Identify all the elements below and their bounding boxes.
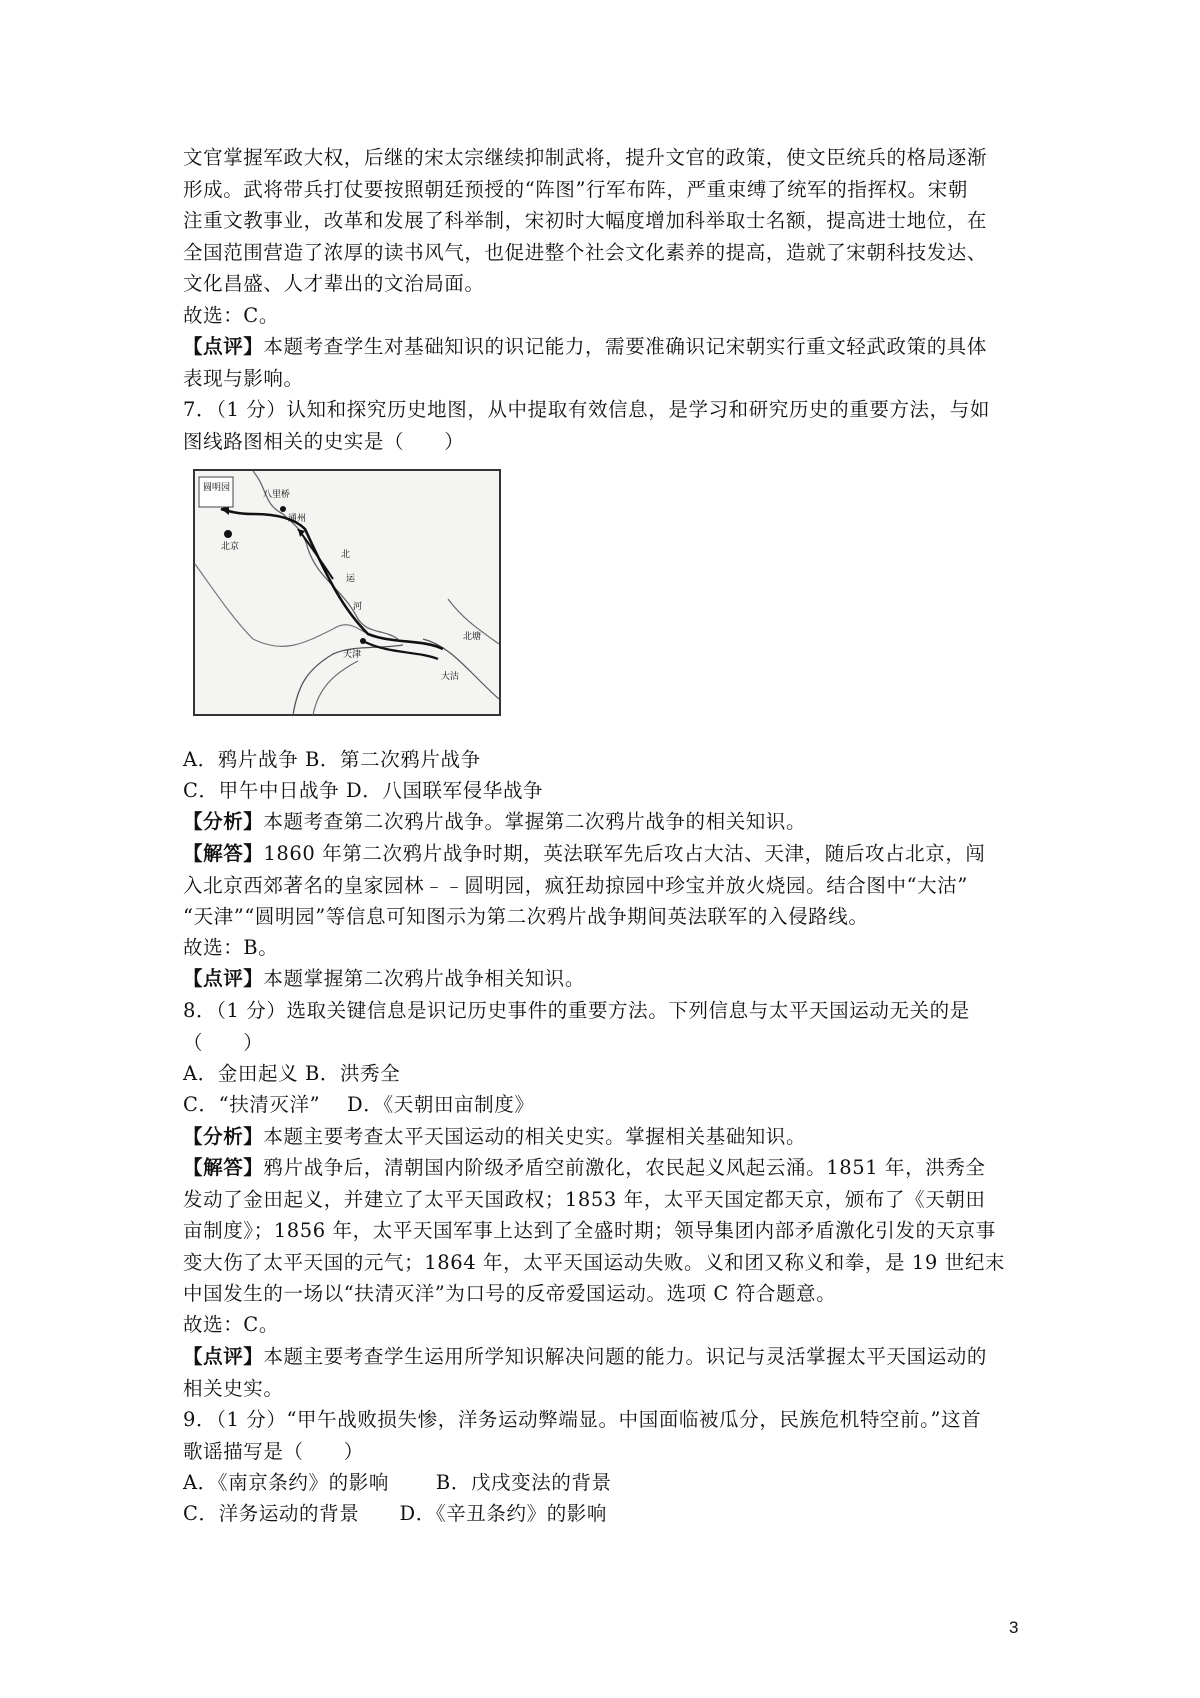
line-text: 文官掌握军政大权，后继的宋太宗继续抑制武将，提升文官的政策，使文臣统兵的格局逐渐	[183, 146, 988, 169]
label-river-2: 运	[346, 574, 356, 584]
paragraph-line	[183, 870, 968, 902]
paragraph-line	[183, 394, 990, 426]
label-dagu: 大沽	[441, 672, 460, 682]
line-text: 歌谣描写是（ ）	[183, 1439, 364, 1463]
line-text: （ ）	[183, 1030, 264, 1054]
text-line	[183, 775, 543, 807]
line-text: A．金田起义 B．洪秀全	[183, 1062, 401, 1085]
label-river-1: 北	[341, 550, 351, 560]
baliqiao-marker	[280, 506, 286, 512]
text-line	[183, 1467, 612, 1499]
paragraph-line	[183, 1278, 836, 1310]
paragraph-line	[183, 1027, 263, 1059]
paragraph-line	[183, 1184, 986, 1216]
paragraph-line	[183, 1436, 364, 1468]
paragraph-line	[183, 995, 970, 1027]
section-tag: 【解答】	[183, 842, 264, 865]
text-line	[183, 744, 481, 776]
label-baliqiao: 八里桥	[263, 490, 291, 500]
page-number: 3	[1009, 1618, 1019, 1637]
text-line	[183, 1121, 806, 1153]
label-tongzhou: 通州	[288, 514, 307, 524]
line-text: C．“扶清灭洋” D．《天朝田亩制度》	[183, 1093, 535, 1116]
section-tag: 【分析】	[183, 810, 264, 833]
text-line	[183, 806, 806, 838]
line-text: 图线路图相关的史实是（ ）	[183, 429, 465, 453]
paragraph-line	[183, 901, 868, 933]
paragraph-line	[183, 174, 968, 206]
line-text: 8．（1 分）选取关键信息是识记历史事件的重要方法。下列信息与太平天国运动无关的是	[183, 999, 970, 1022]
line-text: 本题掌握第二次鸦片战争相关知识。	[263, 967, 586, 990]
line-text: 文化昌盛、人才辈出的文治局面。	[183, 272, 485, 295]
line-text: 故选：C。	[183, 304, 279, 327]
line-text: 鸦片战争后，清朝国内阶级矛盾空前激化，农民起义风起云涌。1851 年，洪秀全	[263, 1156, 986, 1179]
text-line	[183, 300, 279, 332]
section-tag: 【分析】	[183, 1125, 264, 1148]
text-line	[183, 1058, 400, 1090]
line-text: C．甲午中日战争 D．八国联军侵华战争	[183, 779, 544, 802]
line-text: 故选：B。	[183, 936, 279, 959]
line-text: 形成。武将带兵打仗要按照朝廷预授的“阵图”行军布阵，严重束缚了统军的指挥权。宋朝	[183, 177, 968, 201]
line-text: 本题考查第二次鸦片战争。掌握第二次鸦片战争的相关知识。	[263, 810, 807, 833]
paragraph-line	[183, 1341, 987, 1373]
label-yuanmingyuan: 圆明园	[203, 483, 231, 493]
text-line	[183, 963, 585, 995]
paragraph-line	[183, 1404, 981, 1436]
paragraph-line	[183, 1373, 284, 1405]
line-text: “天津”“圆明园”等信息可知图示为第二次鸦片战争期间英法联军的入侵路线。	[183, 905, 869, 928]
paragraph-line	[183, 142, 987, 174]
beijing-marker	[224, 530, 232, 538]
line-text: A．《南京条约》的影响 B．戊戌变法的背景	[183, 1471, 612, 1494]
line-text: 亩制度》；1856 年，太平天国军事上达到了全盛时期；领导集团内部矛盾激化引发的天京事	[183, 1219, 996, 1242]
section-tag: 【解答】	[183, 1156, 264, 1179]
text-line	[183, 932, 278, 964]
line-text: 入北京西郊著名的皇家园林﹣﹣圆明园，疯狂劫掠园中珍宝并放火烧园。结合图中“大沽”	[183, 873, 968, 897]
paragraph-line	[183, 268, 485, 300]
label-beijing: 北京	[221, 542, 240, 552]
line-text: A．鸦片战争 B．第二次鸦片战争	[183, 748, 481, 771]
paragraph-line	[183, 1152, 986, 1184]
line-text: 全国范围营造了浓厚的读书风气，也促进整个社会文化素养的提高，造就了宋朝科技发达、	[183, 240, 988, 264]
line-text: 变大伤了太平天国的元气；1864 年，太平天国运动失败。义和团又称义和拳，是 19 世纪末	[183, 1250, 1006, 1274]
text-line	[183, 1089, 534, 1121]
line-text: 7．（1 分）认知和探究历史地图，从中提取有效信息，是学习和研究历史的重要方法，与如	[183, 398, 990, 421]
line-text: 1860 年第二次鸦片战争时期，英法联军先后攻占大沽、天津，随后攻占北京，闯	[263, 842, 986, 865]
line-text: 注重文教事业，改革和发展了科举制，宋初时大幅度增加科举取士名额，提高进士地位，在	[183, 209, 988, 232]
section-tag: 【点评】	[183, 335, 264, 358]
paragraph-line	[183, 1247, 1005, 1279]
paragraph-line	[183, 331, 987, 363]
route-map-figure	[193, 469, 501, 716]
line-text: 中国发生的一场以“扶清灭洋”为口号的反帝爱国运动。选项 C 符合题意。	[183, 1282, 837, 1305]
paragraph-line	[183, 363, 304, 395]
line-text: 发动了金田起义，并建立了太平天国政权；1853 年，太平天国定都天京，颁布了《天朝田	[183, 1187, 986, 1211]
text-line	[183, 1498, 607, 1530]
line-text: 9．（1 分）“甲午战败损失惨，洋务运动弊端显。中国面临被瓜分，民族危机特空前。”这首	[183, 1408, 982, 1431]
label-beitang: 北塘	[463, 632, 482, 642]
line-text: 本题主要考查学生运用所学知识解决问题的能力。识记与灵活掌握太平天国运动的	[263, 1345, 988, 1368]
history-route-map	[193, 469, 501, 716]
line-text: C．洋务运动的背景 D．《辛丑条约》的影响	[183, 1502, 608, 1525]
line-text: 故选：C。	[183, 1313, 279, 1336]
label-tianjin: 天津	[343, 650, 362, 660]
paragraph-line	[183, 205, 987, 237]
line-text: 表现与影响。	[183, 366, 304, 390]
section-tag: 【点评】	[183, 967, 264, 990]
line-text: 本题主要考查太平天国运动的相关史实。掌握相关基础知识。	[263, 1125, 807, 1148]
paragraph-line	[183, 1215, 996, 1247]
paragraph-line	[183, 838, 986, 870]
tianjin-marker	[360, 638, 366, 644]
text-line	[183, 1309, 279, 1341]
section-tag: 【点评】	[183, 1345, 264, 1368]
paragraph-line	[183, 237, 987, 269]
label-river-3: 河	[353, 602, 363, 612]
line-text: 相关史实。	[183, 1376, 284, 1400]
line-text: 本题考查学生对基础知识的识记能力，需要准确识记宋朝实行重文轻武政策的具体	[263, 335, 988, 358]
paragraph-line	[183, 426, 464, 458]
